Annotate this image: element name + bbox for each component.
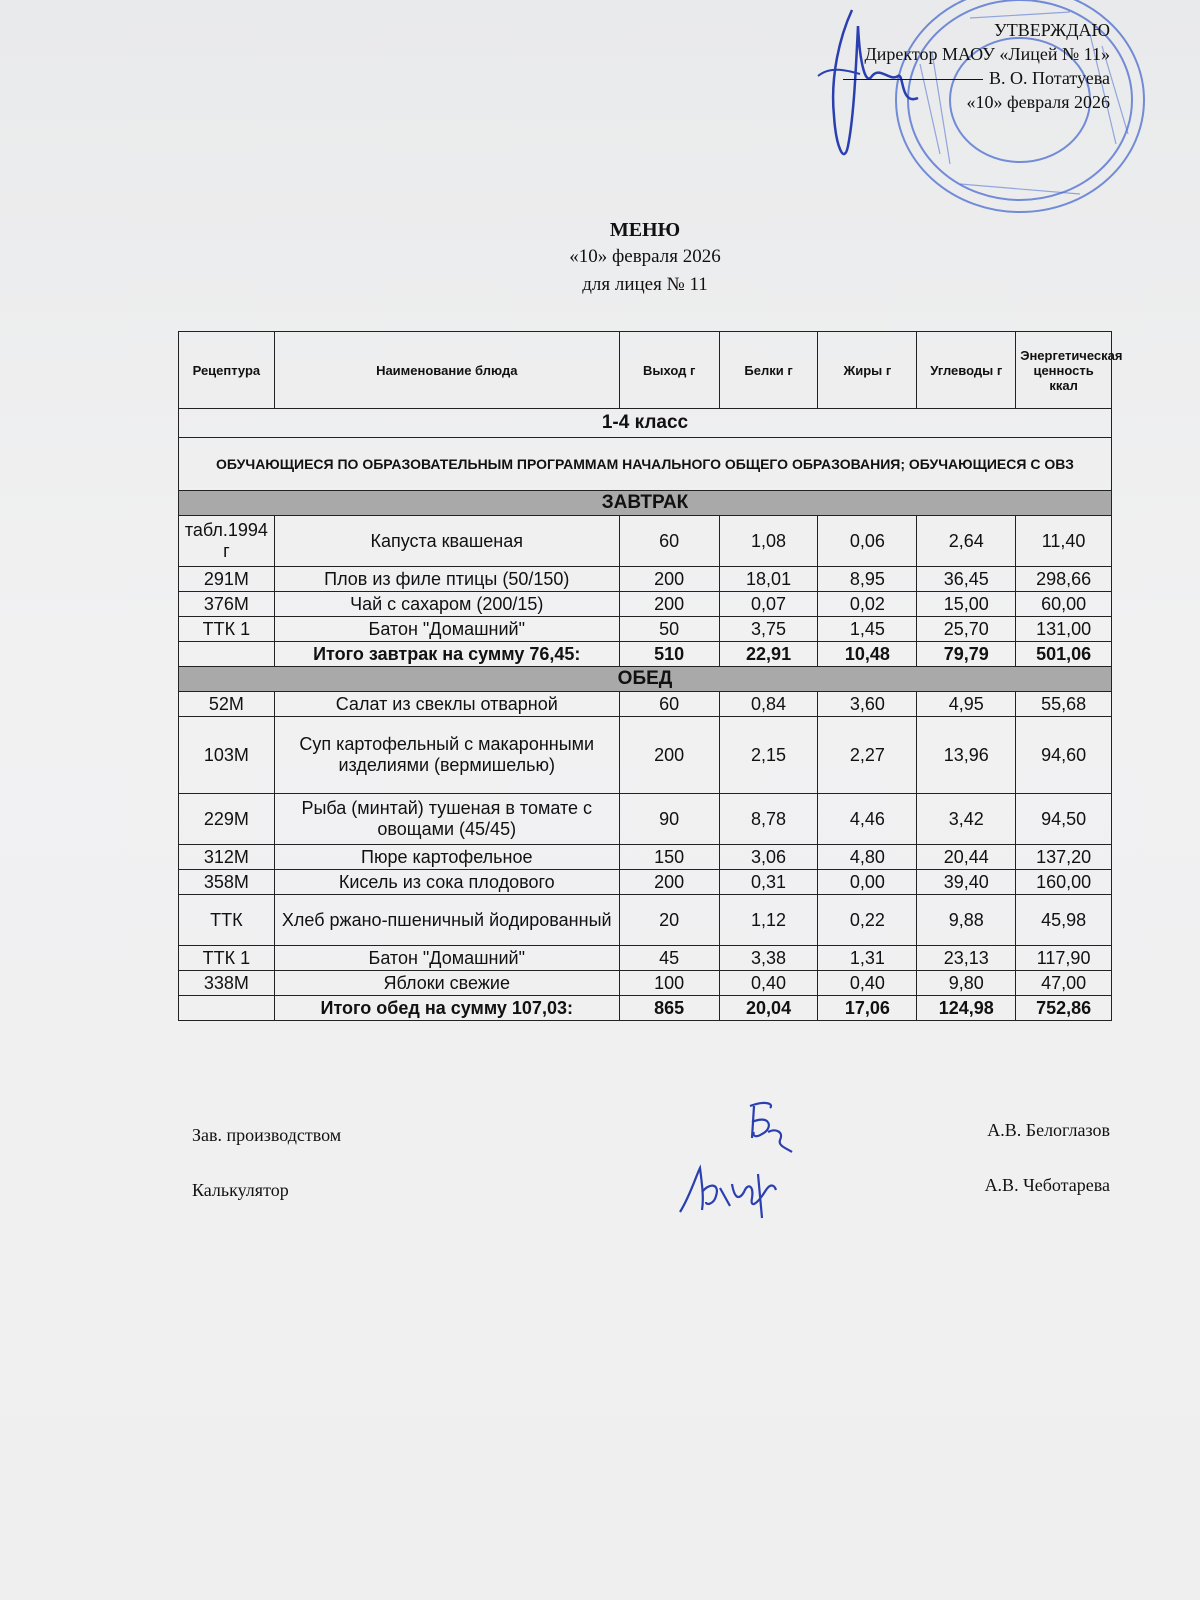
cell-protein: 0,84 <box>719 692 818 717</box>
cell-dish: Кисель из сока плодового <box>274 870 619 895</box>
table-row <box>179 717 1112 794</box>
table-row <box>179 617 1112 642</box>
cell-carbs: 4,95 <box>917 692 1016 717</box>
cell-energy: 131,00 <box>1016 617 1112 642</box>
table-row <box>179 516 1112 567</box>
cell-code: 52М <box>179 692 275 717</box>
cell-code: 291М <box>179 567 275 592</box>
footer-name-production: А.В. Белоглазов <box>987 1120 1110 1140</box>
cell-energy: 47,00 <box>1016 971 1112 996</box>
cell-dish: Плов из филе птицы (50/150) <box>274 567 619 592</box>
total-carbs: 79,79 <box>917 642 1016 667</box>
total-protein: 22,91 <box>719 642 818 667</box>
cell-dish: Хлеб ржано-пшеничный йодированный <box>274 895 619 946</box>
menu-table <box>178 331 1123 1021</box>
cell-dish: Суп картофельный с макаронными изделиями (вермишелью) <box>274 717 619 794</box>
cell-output: 20 <box>619 895 719 946</box>
cell-energy: 160,00 <box>1016 870 1112 895</box>
cell-energy: 94,60 <box>1016 717 1112 794</box>
cell-fat: 0,22 <box>818 895 917 946</box>
grade-label: 1-4 класс <box>179 409 1112 438</box>
cell-fat: 0,00 <box>818 870 917 895</box>
table-row <box>179 870 1112 895</box>
header-fat: Жиры г <box>818 332 917 409</box>
cell-code: табл.1994 г <box>179 516 275 567</box>
total-protein: 20,04 <box>719 996 818 1021</box>
cell-code: ТТК 1 <box>179 946 275 971</box>
cell-protein: 0,07 <box>719 592 818 617</box>
cell-carbs: 9,88 <box>917 895 1016 946</box>
table-row <box>179 895 1112 946</box>
cell-fat: 2,27 <box>818 717 917 794</box>
cell-protein: 0,31 <box>719 870 818 895</box>
grade-row <box>179 409 1112 438</box>
cell-energy: 60,00 <box>1016 592 1112 617</box>
lunch-total-row <box>179 996 1112 1021</box>
header-output: Выход г <box>619 332 719 409</box>
production-signature <box>740 1098 800 1158</box>
total-fat: 10,48 <box>818 642 917 667</box>
cell-carbs: 3,42 <box>917 794 1016 845</box>
cell-code: ТТК <box>179 895 275 946</box>
cell-carbs: 23,13 <box>917 946 1016 971</box>
cell-protein: 1,08 <box>719 516 818 567</box>
cell-energy: 55,68 <box>1016 692 1112 717</box>
cell-fat: 3,60 <box>818 692 917 717</box>
header-protein: Белки г <box>719 332 818 409</box>
table-row <box>179 971 1112 996</box>
cell-fat: 0,06 <box>818 516 917 567</box>
table-row <box>179 845 1112 870</box>
cell-output: 45 <box>619 946 719 971</box>
cell-code: 376М <box>179 592 275 617</box>
cell-protein: 3,38 <box>719 946 818 971</box>
cell-protein: 0,40 <box>719 971 818 996</box>
total-energy: 501,06 <box>1016 642 1112 667</box>
page-title: МЕНЮ <box>609 219 681 241</box>
header-recipe: Рецептура <box>179 332 275 409</box>
cell-energy: 137,20 <box>1016 845 1112 870</box>
cell-output: 200 <box>619 717 719 794</box>
table-row <box>179 794 1112 845</box>
cell-carbs: 39,40 <box>917 870 1016 895</box>
menu-school: для лицея № 11 <box>582 274 708 295</box>
cell-fat: 4,80 <box>818 845 917 870</box>
table-row <box>179 567 1112 592</box>
cell-energy: 298,66 <box>1016 567 1112 592</box>
table-row <box>179 592 1112 617</box>
group-label: ОБУЧАЮЩИЕСЯ ПО ОБРАЗОВАТЕЛЬНЫМ ПРОГРАММАМ НАЧАЛЬНОГО ОБЩЕГО ОБРАЗОВАНИЯ; ОБУЧАЮЩИЕСЯ С ОВЗ <box>179 438 1112 491</box>
approval-block <box>843 18 1110 114</box>
approval-heading: УТВЕРЖДАЮ <box>993 20 1110 40</box>
cell-code: ТТК 1 <box>179 617 275 642</box>
cell-code: 358М <box>179 870 275 895</box>
cell-output: 60 <box>619 516 719 567</box>
approval-signer <box>843 66 1110 90</box>
signature-line <box>843 79 983 80</box>
table-row <box>179 692 1112 717</box>
table-header-row <box>179 332 1112 409</box>
cell-dish: Чай с сахаром (200/15) <box>274 592 619 617</box>
menu-date: «10» февраля 2026 <box>569 246 721 267</box>
cell-carbs: 20,44 <box>917 845 1016 870</box>
breakfast-total-row <box>179 642 1112 667</box>
cell-carbs: 13,96 <box>917 717 1016 794</box>
cell-fat: 8,95 <box>818 567 917 592</box>
cell-fat: 1,31 <box>818 946 917 971</box>
cell-code: 338М <box>179 971 275 996</box>
table-row <box>179 946 1112 971</box>
total-label: Итого завтрак на сумму 76,45: <box>274 642 619 667</box>
cell-fat: 4,46 <box>818 794 917 845</box>
total-carbs: 124,98 <box>917 996 1016 1021</box>
cell-carbs: 2,64 <box>917 516 1016 567</box>
header-energy: Энергетическая ценность ккал <box>1016 332 1112 409</box>
cell-fat: 0,40 <box>818 971 917 996</box>
cell-output: 200 <box>619 567 719 592</box>
cell-output: 200 <box>619 592 719 617</box>
cell-energy: 117,90 <box>1016 946 1112 971</box>
cell-dish: Рыба (минтай) тушеная в томате с овощами (45/45) <box>274 794 619 845</box>
total-label: Итого обед на сумму 107,03: <box>274 996 619 1021</box>
cell-protein: 8,78 <box>719 794 818 845</box>
cell-output: 60 <box>619 692 719 717</box>
cell-protein: 18,01 <box>719 567 818 592</box>
cell-code-empty <box>179 642 275 667</box>
header-carbs: Углеводы г <box>917 332 1016 409</box>
cell-carbs: 36,45 <box>917 567 1016 592</box>
cell-protein: 3,75 <box>719 617 818 642</box>
group-row <box>179 438 1112 491</box>
cell-dish: Яблоки свежие <box>274 971 619 996</box>
cell-output: 50 <box>619 617 719 642</box>
cell-dish: Батон "Домашний" <box>274 946 619 971</box>
cell-energy: 11,40 <box>1016 516 1112 567</box>
cell-carbs: 15,00 <box>917 592 1016 617</box>
total-fat: 17,06 <box>818 996 917 1021</box>
cell-dish: Батон "Домашний" <box>274 617 619 642</box>
total-output: 865 <box>619 996 719 1021</box>
footer-role-calculator: Калькулятор <box>192 1180 289 1200</box>
cell-dish: Салат из свеклы отварной <box>274 692 619 717</box>
cell-dish: Пюре картофельное <box>274 845 619 870</box>
cell-code: 229М <box>179 794 275 845</box>
cell-code-empty <box>179 996 275 1021</box>
total-output: 510 <box>619 642 719 667</box>
cell-fat: 0,02 <box>818 592 917 617</box>
header-dish: Наименование блюда <box>274 332 619 409</box>
section-label: ЗАВТРАК <box>179 491 1112 516</box>
cell-protein: 3,06 <box>719 845 818 870</box>
cell-output: 90 <box>619 794 719 845</box>
cell-carbs: 9,80 <box>917 971 1016 996</box>
footer-name-calculator: А.В. Чеботарева <box>984 1175 1110 1195</box>
cell-energy: 45,98 <box>1016 895 1112 946</box>
total-energy: 752,86 <box>1016 996 1112 1021</box>
cell-protein: 2,15 <box>719 717 818 794</box>
section-label: ОБЕД <box>179 667 1112 692</box>
cell-code: 312М <box>179 845 275 870</box>
section-row-breakfast <box>179 491 1112 516</box>
approval-name: В. О. Потатуева <box>988 68 1110 88</box>
cell-output: 150 <box>619 845 719 870</box>
cell-fat: 1,45 <box>818 617 917 642</box>
cell-energy: 94,50 <box>1016 794 1112 845</box>
cell-output: 200 <box>619 870 719 895</box>
cell-output: 100 <box>619 971 719 996</box>
cell-code: 103М <box>179 717 275 794</box>
section-row-lunch <box>179 667 1112 692</box>
footer-role-production: Зав. производством <box>192 1125 342 1145</box>
cell-dish: Капуста квашеная <box>274 516 619 567</box>
cell-carbs: 25,70 <box>917 617 1016 642</box>
approval-position: Директор МАОУ «Лицей № 11» <box>864 44 1110 64</box>
calculator-signature <box>676 1162 786 1222</box>
cell-protein: 1,12 <box>719 895 818 946</box>
approval-date: «10» февраля 2026 <box>966 92 1110 112</box>
